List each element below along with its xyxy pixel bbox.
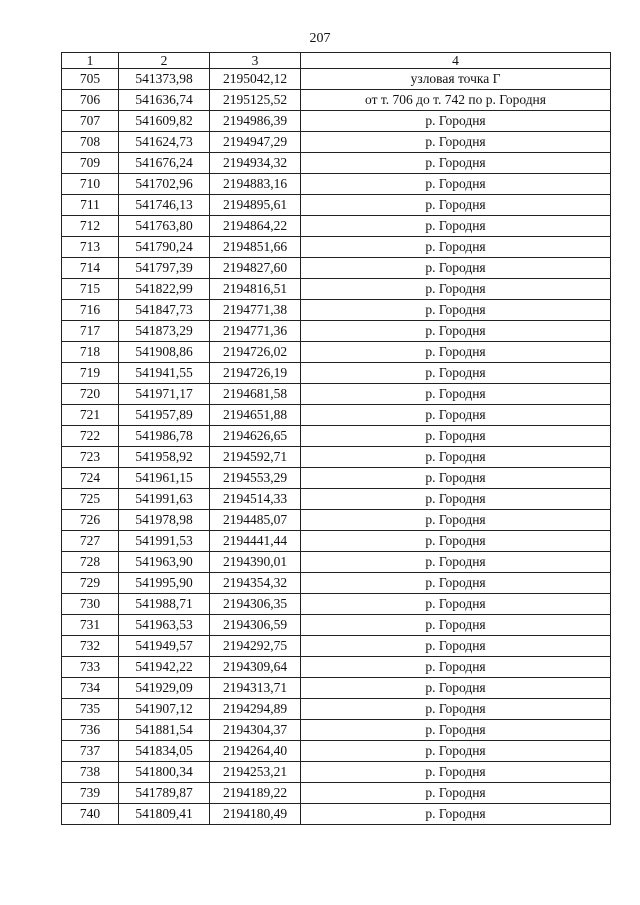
y-coordinate-cell: 2194726,02 bbox=[210, 342, 301, 363]
description-cell: р. Городня bbox=[301, 300, 611, 321]
point-number-cell: 740 bbox=[62, 804, 119, 825]
table-row bbox=[62, 405, 611, 426]
y-coordinate-cell: 2194264,40 bbox=[210, 741, 301, 762]
x-coordinate-cell: 541847,73 bbox=[119, 300, 210, 321]
point-number-cell: 707 bbox=[62, 111, 119, 132]
table-row bbox=[62, 321, 611, 342]
description-cell: от т. 706 до т. 742 по р. Городня bbox=[301, 90, 611, 111]
description-cell: р. Городня bbox=[301, 258, 611, 279]
y-coordinate-cell: 2194306,35 bbox=[210, 594, 301, 615]
description-cell: р. Городня bbox=[301, 804, 611, 825]
point-number-cell: 734 bbox=[62, 678, 119, 699]
table-row bbox=[62, 699, 611, 720]
y-coordinate-cell: 2194294,89 bbox=[210, 699, 301, 720]
description-cell: р. Городня bbox=[301, 615, 611, 636]
x-coordinate-cell: 541991,63 bbox=[119, 489, 210, 510]
x-coordinate-cell: 541624,73 bbox=[119, 132, 210, 153]
x-coordinate-cell: 541834,05 bbox=[119, 741, 210, 762]
x-coordinate-cell: 541991,53 bbox=[119, 531, 210, 552]
x-coordinate-cell: 541958,92 bbox=[119, 447, 210, 468]
table-row bbox=[62, 804, 611, 825]
y-coordinate-cell: 2194189,22 bbox=[210, 783, 301, 804]
y-coordinate-cell: 2194851,66 bbox=[210, 237, 301, 258]
point-number-cell: 723 bbox=[62, 447, 119, 468]
y-coordinate-cell: 2194827,60 bbox=[210, 258, 301, 279]
point-number-cell: 718 bbox=[62, 342, 119, 363]
point-number-cell: 715 bbox=[62, 279, 119, 300]
point-number-cell: 711 bbox=[62, 195, 119, 216]
description-cell: р. Городня bbox=[301, 468, 611, 489]
description-cell: р. Городня bbox=[301, 783, 611, 804]
table-row bbox=[62, 678, 611, 699]
description-cell: р. Городня bbox=[301, 552, 611, 573]
x-coordinate-cell: 541636,74 bbox=[119, 90, 210, 111]
y-coordinate-cell: 2194306,59 bbox=[210, 615, 301, 636]
description-cell: р. Городня bbox=[301, 594, 611, 615]
coordinates-table bbox=[61, 52, 611, 825]
point-number-cell: 730 bbox=[62, 594, 119, 615]
table-row bbox=[62, 657, 611, 678]
y-coordinate-cell: 2194934,32 bbox=[210, 153, 301, 174]
x-coordinate-cell: 541789,87 bbox=[119, 783, 210, 804]
point-number-cell: 736 bbox=[62, 720, 119, 741]
point-number-cell: 714 bbox=[62, 258, 119, 279]
point-number-cell: 738 bbox=[62, 762, 119, 783]
table-row bbox=[62, 783, 611, 804]
description-cell: р. Городня bbox=[301, 531, 611, 552]
table-row bbox=[62, 426, 611, 447]
y-coordinate-cell: 2194681,58 bbox=[210, 384, 301, 405]
x-coordinate-cell: 541907,12 bbox=[119, 699, 210, 720]
point-number-cell: 720 bbox=[62, 384, 119, 405]
point-number-cell: 726 bbox=[62, 510, 119, 531]
description-cell: р. Городня bbox=[301, 762, 611, 783]
x-coordinate-cell: 541676,24 bbox=[119, 153, 210, 174]
table-row bbox=[62, 531, 611, 552]
x-coordinate-cell: 541978,98 bbox=[119, 510, 210, 531]
description-cell: р. Городня bbox=[301, 510, 611, 531]
column-header-y: 3 bbox=[210, 53, 301, 69]
description-cell: р. Городня bbox=[301, 174, 611, 195]
point-number-cell: 725 bbox=[62, 489, 119, 510]
y-coordinate-cell: 2194180,49 bbox=[210, 804, 301, 825]
x-coordinate-cell: 541702,96 bbox=[119, 174, 210, 195]
table-row bbox=[62, 132, 611, 153]
point-number-cell: 705 bbox=[62, 69, 119, 90]
table-row bbox=[62, 90, 611, 111]
table-row bbox=[62, 279, 611, 300]
x-coordinate-cell: 541763,80 bbox=[119, 216, 210, 237]
y-coordinate-cell: 2194864,22 bbox=[210, 216, 301, 237]
point-number-cell: 732 bbox=[62, 636, 119, 657]
description-cell: р. Городня bbox=[301, 279, 611, 300]
x-coordinate-cell: 541988,71 bbox=[119, 594, 210, 615]
point-number-cell: 724 bbox=[62, 468, 119, 489]
table-row bbox=[62, 594, 611, 615]
table-body bbox=[62, 69, 611, 825]
description-cell: р. Городня bbox=[301, 384, 611, 405]
y-coordinate-cell: 2194441,44 bbox=[210, 531, 301, 552]
table-row bbox=[62, 69, 611, 90]
y-coordinate-cell: 2194253,21 bbox=[210, 762, 301, 783]
table-row bbox=[62, 342, 611, 363]
table-row bbox=[62, 174, 611, 195]
x-coordinate-cell: 541881,54 bbox=[119, 720, 210, 741]
point-number-cell: 728 bbox=[62, 552, 119, 573]
x-coordinate-cell: 541942,22 bbox=[119, 657, 210, 678]
x-coordinate-cell: 541609,82 bbox=[119, 111, 210, 132]
description-cell: р. Городня bbox=[301, 657, 611, 678]
x-coordinate-cell: 541800,34 bbox=[119, 762, 210, 783]
point-number-cell: 735 bbox=[62, 699, 119, 720]
description-cell: р. Городня bbox=[301, 741, 611, 762]
description-cell: р. Городня bbox=[301, 153, 611, 174]
x-coordinate-cell: 541373,98 bbox=[119, 69, 210, 90]
column-header-description: 4 bbox=[301, 53, 611, 69]
point-number-cell: 737 bbox=[62, 741, 119, 762]
point-number-cell: 722 bbox=[62, 426, 119, 447]
x-coordinate-cell: 541971,17 bbox=[119, 384, 210, 405]
point-number-cell: 708 bbox=[62, 132, 119, 153]
y-coordinate-cell: 2194390,01 bbox=[210, 552, 301, 573]
y-coordinate-cell: 2194553,29 bbox=[210, 468, 301, 489]
column-header-x: 2 bbox=[119, 53, 210, 69]
y-coordinate-cell: 2194651,88 bbox=[210, 405, 301, 426]
table-row bbox=[62, 510, 611, 531]
description-cell: р. Городня bbox=[301, 405, 611, 426]
description-cell: р. Городня bbox=[301, 489, 611, 510]
description-cell: р. Городня bbox=[301, 195, 611, 216]
x-coordinate-cell: 541963,53 bbox=[119, 615, 210, 636]
y-coordinate-cell: 2195125,52 bbox=[210, 90, 301, 111]
table-row bbox=[62, 216, 611, 237]
x-coordinate-cell: 541873,29 bbox=[119, 321, 210, 342]
column-header-point: 1 bbox=[62, 53, 119, 69]
y-coordinate-cell: 2194726,19 bbox=[210, 363, 301, 384]
table-row bbox=[62, 153, 611, 174]
point-number-cell: 706 bbox=[62, 90, 119, 111]
x-coordinate-cell: 541809,41 bbox=[119, 804, 210, 825]
table-row bbox=[62, 111, 611, 132]
point-number-cell: 719 bbox=[62, 363, 119, 384]
y-coordinate-cell: 2194626,65 bbox=[210, 426, 301, 447]
y-coordinate-cell: 2194771,38 bbox=[210, 300, 301, 321]
table-row bbox=[62, 468, 611, 489]
description-cell: р. Городня bbox=[301, 447, 611, 468]
table-header-row bbox=[62, 53, 611, 69]
y-coordinate-cell: 2194292,75 bbox=[210, 636, 301, 657]
table-row bbox=[62, 720, 611, 741]
point-number-cell: 710 bbox=[62, 174, 119, 195]
table-row bbox=[62, 258, 611, 279]
table-row bbox=[62, 195, 611, 216]
y-coordinate-cell: 2195042,12 bbox=[210, 69, 301, 90]
table-row bbox=[62, 447, 611, 468]
point-number-cell: 727 bbox=[62, 531, 119, 552]
table-row bbox=[62, 636, 611, 657]
y-coordinate-cell: 2194883,16 bbox=[210, 174, 301, 195]
point-number-cell: 713 bbox=[62, 237, 119, 258]
description-cell: р. Городня bbox=[301, 342, 611, 363]
description-cell: р. Городня bbox=[301, 321, 611, 342]
y-coordinate-cell: 2194947,29 bbox=[210, 132, 301, 153]
table-row bbox=[62, 762, 611, 783]
y-coordinate-cell: 2194514,33 bbox=[210, 489, 301, 510]
table-row bbox=[62, 300, 611, 321]
y-coordinate-cell: 2194986,39 bbox=[210, 111, 301, 132]
x-coordinate-cell: 541929,09 bbox=[119, 678, 210, 699]
y-coordinate-cell: 2194592,71 bbox=[210, 447, 301, 468]
x-coordinate-cell: 541790,24 bbox=[119, 237, 210, 258]
table-row bbox=[62, 489, 611, 510]
description-cell: р. Городня bbox=[301, 111, 611, 132]
x-coordinate-cell: 541957,89 bbox=[119, 405, 210, 426]
description-cell: р. Городня bbox=[301, 573, 611, 594]
x-coordinate-cell: 541949,57 bbox=[119, 636, 210, 657]
y-coordinate-cell: 2194354,32 bbox=[210, 573, 301, 594]
y-coordinate-cell: 2194485,07 bbox=[210, 510, 301, 531]
point-number-cell: 739 bbox=[62, 783, 119, 804]
point-number-cell: 733 bbox=[62, 657, 119, 678]
table-row bbox=[62, 237, 611, 258]
description-cell: р. Городня bbox=[301, 132, 611, 153]
y-coordinate-cell: 2194895,61 bbox=[210, 195, 301, 216]
description-cell: р. Городня bbox=[301, 636, 611, 657]
x-coordinate-cell: 541822,99 bbox=[119, 279, 210, 300]
description-cell: р. Городня bbox=[301, 720, 611, 741]
table-row bbox=[62, 573, 611, 594]
table-row bbox=[62, 363, 611, 384]
page-number: 207 bbox=[309, 31, 331, 46]
description-cell: р. Городня bbox=[301, 363, 611, 384]
description-cell: р. Городня bbox=[301, 237, 611, 258]
x-coordinate-cell: 541797,39 bbox=[119, 258, 210, 279]
description-cell: узловая точка Г bbox=[301, 69, 611, 90]
description-cell: р. Городня bbox=[301, 216, 611, 237]
x-coordinate-cell: 541908,86 bbox=[119, 342, 210, 363]
table-row bbox=[62, 384, 611, 405]
description-cell: р. Городня bbox=[301, 699, 611, 720]
table-row bbox=[62, 615, 611, 636]
x-coordinate-cell: 541961,15 bbox=[119, 468, 210, 489]
x-coordinate-cell: 541986,78 bbox=[119, 426, 210, 447]
y-coordinate-cell: 2194309,64 bbox=[210, 657, 301, 678]
point-number-cell: 709 bbox=[62, 153, 119, 174]
description-cell: р. Городня bbox=[301, 426, 611, 447]
table-row bbox=[62, 741, 611, 762]
y-coordinate-cell: 2194313,71 bbox=[210, 678, 301, 699]
y-coordinate-cell: 2194304,37 bbox=[210, 720, 301, 741]
y-coordinate-cell: 2194816,51 bbox=[210, 279, 301, 300]
point-number-cell: 717 bbox=[62, 321, 119, 342]
point-number-cell: 731 bbox=[62, 615, 119, 636]
description-cell: р. Городня bbox=[301, 678, 611, 699]
x-coordinate-cell: 541746,13 bbox=[119, 195, 210, 216]
x-coordinate-cell: 541995,90 bbox=[119, 573, 210, 594]
point-number-cell: 729 bbox=[62, 573, 119, 594]
x-coordinate-cell: 541963,90 bbox=[119, 552, 210, 573]
point-number-cell: 721 bbox=[62, 405, 119, 426]
point-number-cell: 716 bbox=[62, 300, 119, 321]
y-coordinate-cell: 2194771,36 bbox=[210, 321, 301, 342]
point-number-cell: 712 bbox=[62, 216, 119, 237]
x-coordinate-cell: 541941,55 bbox=[119, 363, 210, 384]
table-row bbox=[62, 552, 611, 573]
